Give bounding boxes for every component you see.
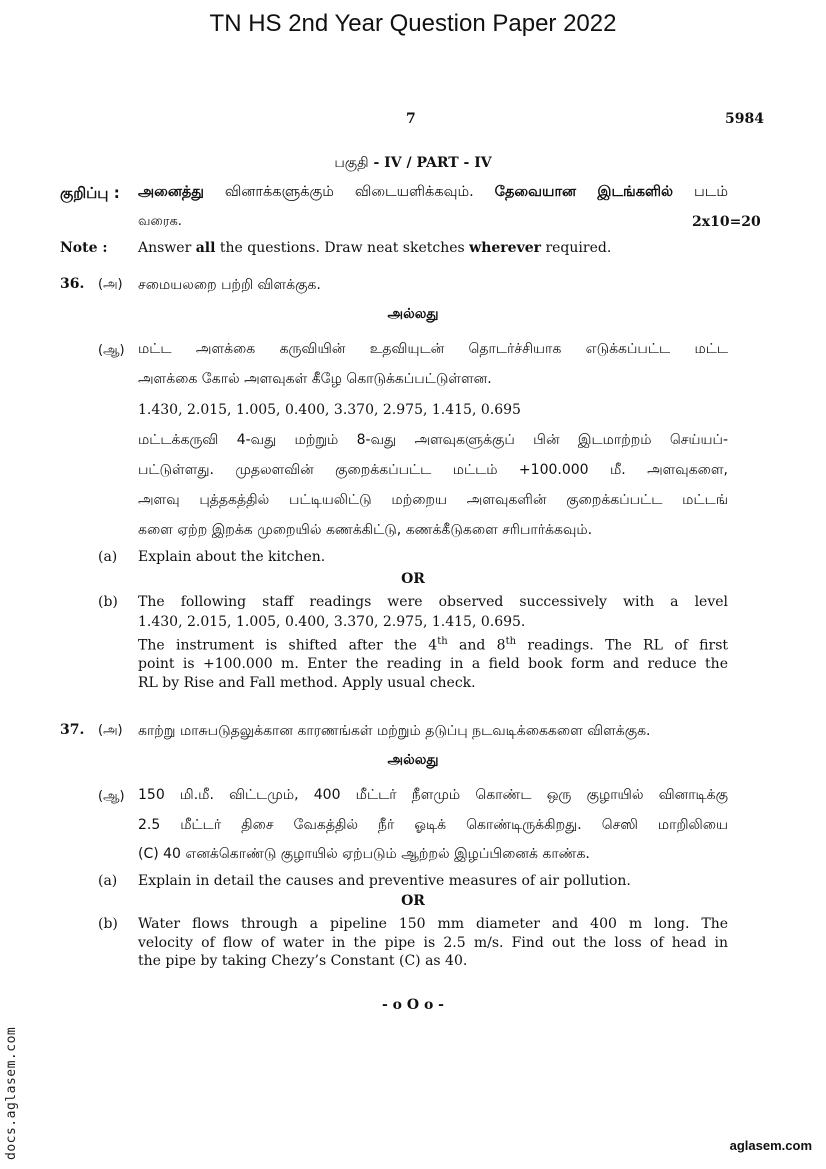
side-watermark: docs.aglasem.com xyxy=(4,1026,19,1160)
q36-en-b-line4: point is +100.000 m. Enter the reading in a field book form and reduce the xyxy=(138,656,728,672)
note-en-t1: Answer xyxy=(138,240,196,256)
paper-code: 5984 xyxy=(725,111,764,127)
note-en-t2: all xyxy=(195,240,216,256)
q36-en-b-line2: 1.430, 2.015, 1.005, 0.400, 3.370, 2.975, 1.415, 0.695. xyxy=(138,614,526,630)
q36-en-b-line3 xyxy=(138,636,728,654)
question-37-number: 37. xyxy=(60,722,85,738)
note-tamil-line1 xyxy=(138,184,728,202)
marks: 2x10=20 xyxy=(692,214,761,230)
q37-en-b-label: (b) xyxy=(98,916,118,932)
note-tamil-w3: தேவையான இடங்களில் xyxy=(494,184,674,200)
note-tamil-label: குறிப்பு : xyxy=(60,184,120,202)
note-tamil-line2: வரைக. xyxy=(138,214,182,229)
q36-en-b-l3b: and 8 xyxy=(447,637,506,654)
q37-b-label: (ஆ) xyxy=(98,789,125,804)
q36-a-label: (அ) xyxy=(98,277,123,292)
q36-b-values: 1.430, 2.015, 1.005, 0.400, 3.370, 2.975, 1.415, 0.695 xyxy=(138,402,521,418)
note-en-t3: the questions. Draw neat sketches xyxy=(215,240,470,256)
q36-en-b-sup1: th xyxy=(437,636,448,647)
page-header-title: TN HS 2nd Year Question Paper 2022 xyxy=(209,10,617,37)
q36-b-line2: அளக்கை கோல் அளவுகள் கீழே கொடுக்கப்பட்டுள்ளன. xyxy=(138,371,492,387)
note-tamil-w1: அனைத்து xyxy=(138,184,204,200)
q37-en-b-line2: velocity of flow of water in the pipe is 2.5 m/s. Find out the loss of head in xyxy=(138,935,728,951)
q36-en-a-text: Explain about the kitchen. xyxy=(138,549,326,565)
q36-b-label: (ஆ) xyxy=(98,343,125,358)
note-en-t4: wherever xyxy=(469,240,541,256)
q37-en-b-line3: the pipe by taking Chezy’s Constant (C) as 40. xyxy=(138,953,468,969)
note-en-t5: required. xyxy=(541,240,612,256)
end-mark: - o O o - xyxy=(382,997,444,1013)
q36-en-b-label: (b) xyxy=(98,594,118,610)
q36-en-b-line5: RL by Rise and Fall method. Apply usual check. xyxy=(138,675,476,691)
q36-en-b-l3a: The instrument is shifted after the 4 xyxy=(138,637,438,654)
q36-b-line6: களை ஏற்ற இறக்க முறையில் கணக்கிட்டு, கணக்கீடுகளை சரிபார்க்கவும். xyxy=(138,522,593,538)
q37-or-tamil: அல்லது xyxy=(387,752,439,768)
q37-or-english: OR xyxy=(401,893,425,909)
note-english-label: Note : xyxy=(60,240,108,256)
q36-or-english: OR xyxy=(401,571,425,587)
part-heading xyxy=(0,154,826,173)
part-heading-rest: - IV / PART - IV xyxy=(368,155,492,171)
q36-en-b-sup2: th xyxy=(505,636,517,647)
question-36-number: 36. xyxy=(60,276,85,292)
note-english-text xyxy=(138,240,611,256)
q36-a-text: சமையலறை பற்றி விளக்குக. xyxy=(138,277,321,293)
q36-en-a-label: (a) xyxy=(98,549,118,565)
q36-b-line1: மட்ட அளக்கை கருவியின் உதவியுடன் தொடர்ச்சியாக எடுக்கப்பட்ட மட்ட xyxy=(138,341,728,357)
q36-or-tamil: அல்லது xyxy=(387,306,439,322)
q37-en-a-label: (a) xyxy=(98,873,118,889)
note-tamil-w4: படம் xyxy=(673,184,729,200)
q36-b-line5: அளவு புத்தகத்தில் பட்டியலிட்டு மற்றைய அளவுகளின் குறைக்கப்பட்ட மட்டங் xyxy=(138,492,728,508)
q37-a-text: காற்று மாசுபடுதலுக்கான காரணங்கள் மற்றும் தடுப்பு நடவடிக்கைகளை விளக்குக. xyxy=(138,723,651,739)
q37-a-label: (அ) xyxy=(98,723,123,738)
q36-b-line3: மட்டக்கருவி 4-வது மற்றும் 8-வது அளவுகளுக்குப் பின் இடமாற்றம் செய்யப்- xyxy=(138,432,728,448)
q36-en-b-line1: The following staff readings were observed successively with a level xyxy=(138,594,728,610)
q36-b-line4: பட்டுள்ளது. முதலளவின் குறைக்கப்பட்ட மட்டம் +100.000 மீ. அளவுகளை, xyxy=(138,462,728,478)
q36-en-b-l3c: readings. The RL of first xyxy=(516,637,729,654)
q37-b-line2: 2.5 மீட்டர் திசை வேகத்தில் நீர் ஓடிக் கொண்டிருக்கிறது. செஸி மாறிலியை xyxy=(138,817,728,833)
q37-b-line3: (C) 40 எனக்கொண்டு குழாயில் ஏற்படும் ஆற்றல் இழப்பினைக் காண்க. xyxy=(138,846,590,862)
q37-b-line1: 150 மி.மீ. விட்டமும், 400 மீட்டர் நீளமும் கொண்ட ஒரு குழாயில் வினாடிக்கு xyxy=(138,787,728,803)
q37-en-b-line1: Water flows through a pipeline 150 mm diameter and 400 m long. The xyxy=(138,916,728,932)
note-tamil-w2: வினாக்களுக்கும் விடையளிக்கவும். xyxy=(203,184,495,200)
page-number: 7 xyxy=(406,111,416,127)
corner-watermark: aglasem.com xyxy=(729,1138,812,1153)
q37-en-a-text: Explain in detail the causes and preventive measures of air pollution. xyxy=(138,873,631,889)
part-heading-tamil: பகுதி xyxy=(334,155,369,171)
